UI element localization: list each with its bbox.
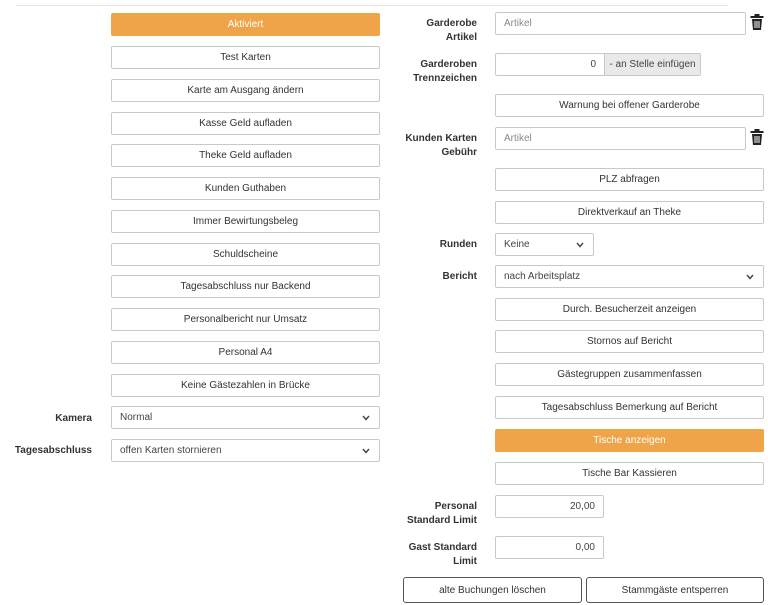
personal-limit-input[interactable]: 20,00: [495, 495, 604, 518]
top-divider: [16, 5, 728, 6]
personal-limit-label: [395, 500, 477, 528]
schuldscheine-button[interactable]: [111, 243, 380, 266]
label-line: Personal: [434, 501, 477, 512]
bericht-value: nach Arbeitsplatz: [504, 271, 581, 282]
warnung-offene-garderobe-button[interactable]: [495, 94, 764, 117]
chevron-down-icon: [575, 240, 585, 250]
label-line: Artikel: [445, 32, 477, 43]
button-label: Theke Geld aufladen: [199, 150, 292, 161]
kamera-select[interactable]: [111, 406, 380, 429]
besucherzeit-button[interactable]: [495, 298, 764, 321]
stornos-auf-bericht-button[interactable]: [495, 330, 764, 353]
button-label: Immer Bewirtungsbeleg: [192, 216, 299, 227]
tagesabschluss-value: offen Karten stornieren: [120, 445, 222, 456]
stammgaeste-entsperren-button[interactable]: [586, 577, 764, 603]
an-stelle-einfuegen-button[interactable]: - an Stelle einfügen: [604, 53, 701, 76]
button-label: Schuldscheine: [212, 249, 279, 260]
button-label: Test Karten: [220, 52, 271, 63]
kunden-karten-gebuehr-label: [395, 132, 477, 160]
gast-limit-input[interactable]: 0,00: [495, 536, 604, 559]
button-label: PLZ abfragen: [599, 174, 660, 185]
trash-icon[interactable]: [750, 129, 764, 145]
button-label: Kunden Guthaben: [204, 183, 287, 194]
kasse-geld-aufladen-button[interactable]: [111, 112, 380, 135]
tische-bar-kassieren-button[interactable]: [495, 462, 764, 485]
label-line: Garderoben: [420, 59, 477, 70]
tagesabschluss-bemerkung-button[interactable]: [495, 396, 764, 419]
runden-label: Runden: [439, 239, 477, 250]
direktverkauf-button[interactable]: [495, 201, 764, 224]
label-line: Kunden Karten: [405, 133, 477, 144]
kunden-guthaben-button[interactable]: [111, 177, 380, 200]
label-line: Garderobe: [426, 18, 477, 29]
aktiviert-button[interactable]: [111, 13, 380, 36]
trash-icon[interactable]: [750, 14, 764, 30]
kamera-value: Normal: [120, 412, 153, 423]
tische-anzeigen-button[interactable]: [495, 429, 764, 452]
kunden-karten-gebuehr-input[interactable]: Artikel: [495, 127, 746, 150]
chevron-down-icon: [361, 413, 371, 423]
garderobe-artikel-label: [395, 17, 477, 45]
button-label: Personal A4: [218, 347, 273, 358]
gaestegruppen-button[interactable]: [495, 363, 764, 386]
button-label: Karte am Ausgang ändern: [187, 85, 304, 96]
plz-abfragen-button[interactable]: [495, 168, 764, 191]
label-line: Limit: [453, 556, 477, 567]
tagesabschluss-select[interactable]: [111, 439, 380, 462]
button-label: Keine Gästezahlen in Brücke: [181, 380, 310, 391]
garderoben-trennzeichen-label: [395, 58, 477, 86]
trennzeichen-input[interactable]: 0: [495, 53, 605, 76]
bericht-select[interactable]: [495, 265, 764, 288]
test-karten-button[interactable]: [111, 46, 380, 69]
runden-select[interactable]: [495, 233, 594, 256]
chevron-down-icon: [745, 272, 755, 282]
personalbericht-nur-umsatz-button[interactable]: [111, 308, 380, 331]
karte-am-ausgang-button[interactable]: [111, 79, 380, 102]
button-label: Personalbericht nur Umsatz: [183, 314, 308, 325]
kamera-label: Kamera: [55, 413, 92, 424]
label-line: Gebühr: [441, 147, 477, 158]
garderobe-artikel-input[interactable]: Artikel: [495, 12, 746, 35]
button-label: Aktiviert: [227, 19, 264, 30]
gast-limit-label: [395, 541, 477, 569]
tagesabschluss-label: Tagesabschluss: [14, 445, 92, 456]
button-label: Gästegruppen zusammenfassen: [557, 369, 702, 380]
immer-bewirtungsbeleg-button[interactable]: [111, 210, 380, 233]
button-label: Durch. Besucherzeit anzeigen: [562, 304, 697, 315]
button-label: Tagesabschluss nur Backend: [180, 281, 311, 292]
tagesabschluss-nur-backend-button[interactable]: [111, 275, 380, 298]
button-label: Warnung bei offener Garderobe: [559, 100, 700, 111]
runden-value: Keine: [504, 239, 530, 250]
button-label: Tische Bar Kassieren: [582, 468, 677, 479]
keine-gaestezahlen-button[interactable]: [111, 374, 380, 397]
button-label: Tagesabschluss Bemerkung auf Bericht: [541, 402, 718, 413]
label-line: Trennzeichen: [413, 73, 477, 84]
chevron-down-icon: [361, 446, 371, 456]
button-label: Kasse Geld aufladen: [199, 118, 292, 129]
alte-buchungen-loeschen-button[interactable]: [403, 577, 582, 603]
button-label: Stornos auf Bericht: [586, 336, 673, 347]
label-line: Standard Limit: [406, 515, 477, 526]
button-label: Direktverkauf an Theke: [577, 207, 682, 218]
button-label: Stammgäste entsperren: [621, 584, 729, 596]
bericht-label: Bericht: [442, 271, 477, 282]
label-line: Gast Standard: [408, 542, 477, 553]
personal-a4-button[interactable]: [111, 341, 380, 364]
button-label: Tische anzeigen: [593, 435, 666, 446]
theke-geld-aufladen-button[interactable]: [111, 144, 380, 167]
button-label: alte Buchungen löschen: [439, 584, 546, 596]
